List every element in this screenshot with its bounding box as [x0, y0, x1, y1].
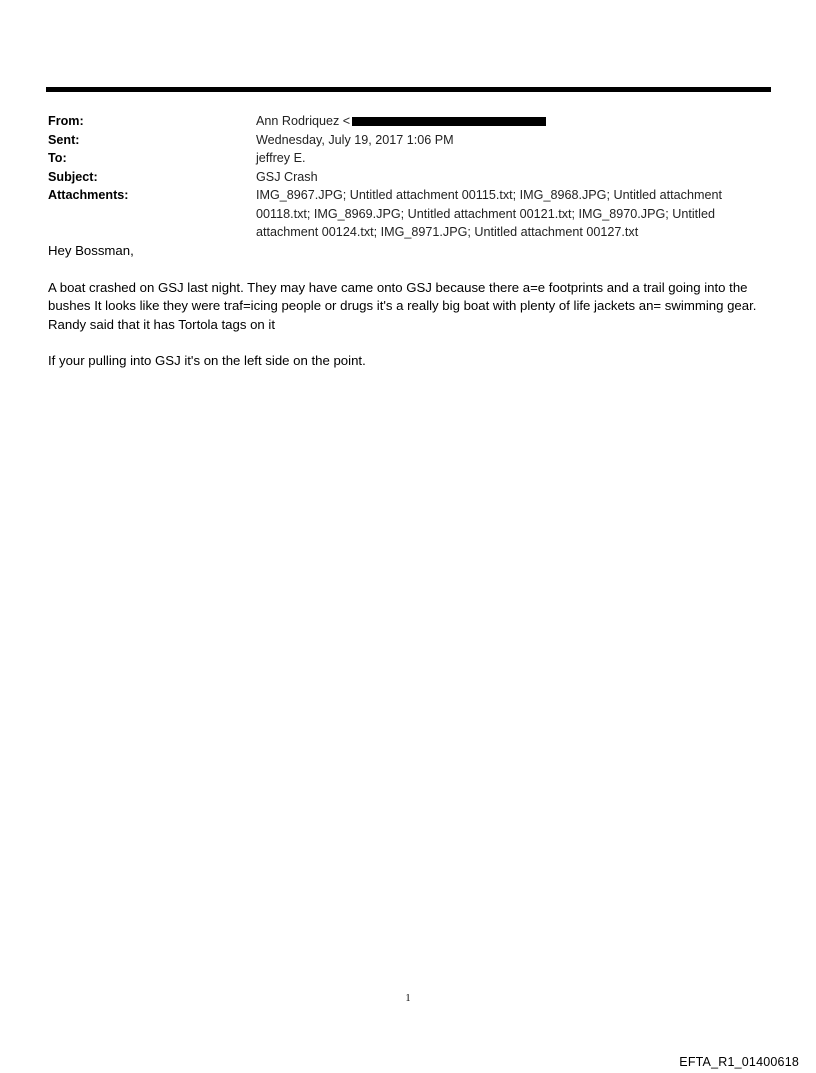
to-row	[48, 149, 768, 168]
sent-label: Sent:	[48, 132, 80, 147]
attachments-line: attachment 00124.txt; IMG_8971.JPG; Untitled attachment 00127.txt	[256, 225, 639, 239]
subject-value: GSJ Crash	[256, 169, 318, 184]
document-id: EFTA_R1_01400618	[679, 1055, 799, 1069]
redaction-bar	[352, 117, 546, 126]
body-paragraph: If your pulling into GSJ it's on the left side on the point.	[48, 353, 366, 368]
attachments-list	[256, 186, 768, 242]
attachments-line: IMG_8967.JPG; Untitled attachment 00115.txt; IMG_8968.JPG; Untitled attachment	[256, 188, 722, 202]
sender-name: Ann Rodriquez <	[256, 114, 351, 128]
greeting: Hey Bossman,	[48, 243, 134, 258]
page-number: 1	[405, 993, 411, 1004]
to-label: To:	[48, 151, 67, 165]
sent-value: Wednesday, July 19, 2017 1:06 PM	[256, 132, 454, 147]
sent-row	[48, 131, 768, 150]
attachments-row	[48, 186, 768, 242]
attachments-label: Attachments:	[48, 188, 129, 202]
from-value	[256, 112, 768, 131]
to-value: jeffrey E.	[256, 151, 306, 165]
from-row	[48, 112, 768, 131]
from-label: From:	[48, 114, 84, 128]
body-paragraph: A boat crashed on GSJ last night. They may have came onto GSJ because there a=e footprints and a trail going into the bushes It looks like they were traf=icing people or drugs it's a really big boat with plenty of life jackets an= swimming gear. Randy said that it has Tortola tags on it	[48, 279, 757, 332]
subject-row	[48, 168, 768, 187]
attachments-line: 00118.txt; IMG_8969.JPG; Untitled attachment 00121.txt; IMG_8970.JPG; Untitled	[256, 206, 715, 221]
subject-label: Subject:	[48, 169, 98, 184]
header-divider	[46, 87, 771, 92]
email-body	[48, 242, 770, 389]
email-header	[48, 112, 768, 242]
